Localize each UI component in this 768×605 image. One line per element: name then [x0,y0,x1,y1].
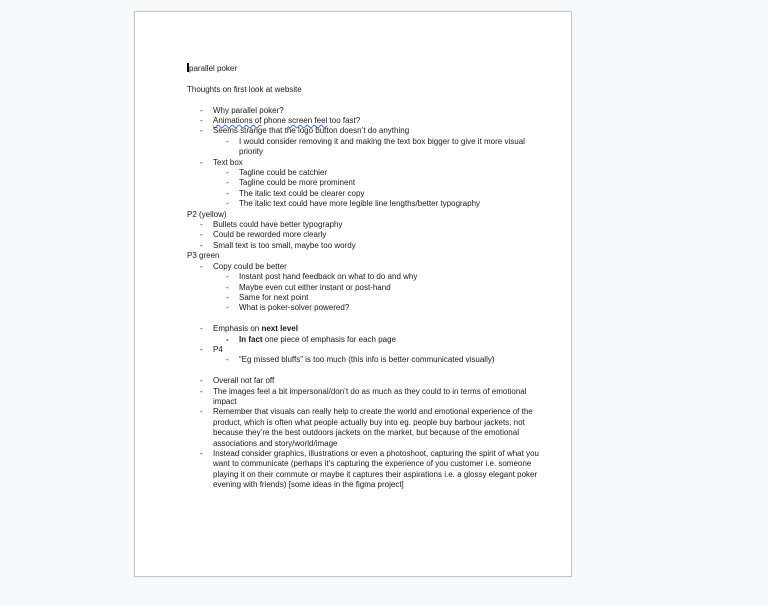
list-item[interactable]: - I would consider removing it and making the text box bigger to give it more visual priority [226,136,525,157]
list-item[interactable]: - Copy could be better [200,261,287,271]
document-title[interactable]: parallel poker [189,64,238,73]
list-item[interactable]: - Why parallel poker? [200,105,284,115]
list-item[interactable]: - Overall not far off [200,376,275,386]
spell-flag-word: screen feel [288,116,328,125]
list-item[interactable]: - Animations of phone screen feel too fast? [200,116,361,125]
list-item[interactable]: - Could be reworded more clearly [200,230,327,240]
list-item[interactable]: - What is poker-solver powered? [226,303,350,313]
document-content[interactable] [187,63,539,491]
section-heading-p3[interactable]: P3 green [187,251,220,261]
document-page[interactable] [134,11,572,577]
list-item[interactable]: - Seems strange that the logo button doesn’t do anything [200,126,410,136]
list-item[interactable]: - The italic text could be clearer copy [226,188,365,198]
list-item[interactable]: - Text box [200,157,243,167]
intro-line[interactable]: Thoughts on first look at website [187,84,302,94]
list-item[interactable]: - Maybe even cut either instant or post-hand [226,282,391,292]
list-item[interactable]: - In fact one piece of emphasis for each page [226,334,396,344]
list-item[interactable]: - Tagline could be catchier [226,168,328,178]
list-item[interactable]: - The images feel a bit impersonal/don’t do as much as they could to in terms of emotional impact [200,386,527,406]
list-item[interactable]: - Tagline could be more prominent [226,178,356,188]
list-item[interactable]: - Emphasis on next level [200,324,298,334]
section-heading-p2[interactable]: P2 (yellow) [187,209,227,219]
list-item[interactable]: - “Eg missed bluffs” is too much (this info is better communicated visually) [226,355,495,365]
list-item[interactable]: - P4 [200,344,223,354]
list-item[interactable]: - Small text is too small, maybe too wordy [200,240,356,250]
list-item[interactable]: - Instead consider graphics, illustrations or even a photoshoot, capturing the spirit of what you want to communicate (perhaps it’s capturing the experience of you customer i.e. someone playing it on their commute or maybe it captures their aspirations i.e. a glossy elegant poker evening with friends) [some ideas in the figma project] [200,448,539,490]
list-item[interactable]: - Same for next point [226,292,309,302]
spell-flag-word: Animations of [213,116,262,125]
list-item[interactable]: - Bullets could have better typography [200,220,343,230]
list-item[interactable]: - Instant post hand feedback on what to do and why [226,272,418,282]
list-item[interactable]: - Remember that visuals can really help to create the world and emotional experience of the product, which is often what people actually buy into eg. people buy barbour jackets, not because they’re the best outdoors jackets on the market, but because of the emotional associations and story/world/image [200,407,533,448]
list-item[interactable]: - The italic text could have more legible line lengths/better typography [226,199,481,209]
